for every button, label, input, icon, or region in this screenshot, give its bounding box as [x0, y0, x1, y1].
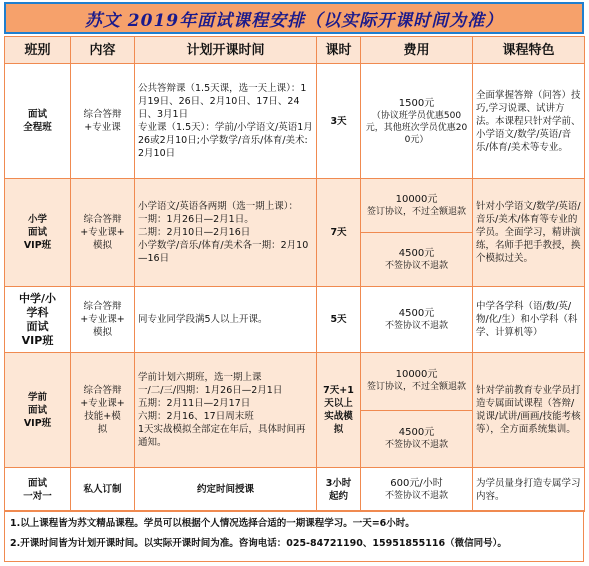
fee-agreement — [361, 179, 472, 232]
hours-cell — [317, 287, 361, 353]
class-name-cell — [5, 64, 71, 179]
fee-note: 签订协议，不过全额退款 — [366, 206, 466, 217]
fee-note: 不签协议不退款 — [384, 260, 448, 271]
class-name: 中学/小 学科 面试 VIP班 — [18, 291, 57, 347]
table-row — [5, 287, 585, 353]
feature-text: 中学各学科（语/数/英/物/化/生）和小学科（科学、计算机等） — [476, 301, 578, 338]
fee-note: 不签协议不退款 — [384, 321, 448, 331]
content-cell — [71, 353, 135, 468]
feature-cell — [473, 287, 585, 353]
fee-cell — [361, 179, 473, 287]
class-name-cell — [5, 287, 71, 353]
hours-text: 3天 — [330, 115, 347, 127]
schedule-text: 约定时间授课 — [196, 484, 254, 495]
note-line: 2.开课时间皆为计划开课时间。以实际开课时间为准。咨询电话：025-84721190、15951855116（微信同号）。 — [10, 538, 507, 549]
feature-cell — [473, 353, 585, 468]
schedule-cell — [135, 287, 317, 353]
class-name: 小学 面试 VIP班 — [23, 214, 52, 251]
table-row — [5, 64, 585, 179]
hours-cell — [317, 64, 361, 179]
fee-standard — [361, 410, 472, 468]
feature-cell — [473, 64, 585, 179]
header-class: 班别 — [5, 37, 71, 64]
hours-cell — [317, 353, 361, 468]
header-hours: 课时 — [317, 37, 361, 64]
content-cell — [71, 64, 135, 179]
fee-cell — [361, 353, 473, 468]
fee-amount: 4500元 — [398, 308, 435, 319]
header-schedule: 计划开课时间 — [135, 37, 317, 64]
hours-cell — [317, 179, 361, 287]
schedule-cell — [135, 353, 317, 468]
table-row — [5, 468, 585, 512]
fee-note: （协议班学员优惠500元，其他班次学员优惠200元） — [365, 110, 468, 145]
fee-amount: 4500元 — [398, 426, 435, 438]
feature-text: 全面掌握答辩（问答）技巧,学习说课、试讲方法。本课程只针对学前、小学语文/数学/英语/音乐/体育/美术等专业。 — [476, 89, 581, 153]
fee-cell — [361, 287, 473, 353]
header-content: 内容 — [71, 37, 135, 64]
class-name: 学前 面试 VIP班 — [23, 391, 52, 429]
content-text: 私人订制 — [83, 484, 122, 495]
hours-cell — [317, 468, 361, 512]
feature-text: 为学员量身打造专属学习内容。 — [476, 477, 581, 502]
feature-text: 针对学前教育专业学员打造专属面试课程（答辩/说课/试讲/画画/技能考核等），全方面系统集训。 — [476, 385, 581, 435]
fee-amount: 10000元 — [395, 369, 438, 381]
content-text: 综合答辩 +专业课+ 模拟 — [80, 214, 125, 251]
notes-footer — [4, 510, 584, 562]
content-text: 综合答辩 +专业课+ 技能+模 拟 — [80, 385, 125, 435]
feature-cell — [473, 468, 585, 512]
fee-cell — [361, 64, 473, 179]
fee-agreement — [361, 353, 472, 410]
header-fee: 费用 — [361, 37, 473, 64]
fee-note: 签订协议，不过全额退款 — [366, 382, 466, 393]
table-row — [5, 179, 585, 287]
schedule-cell — [135, 179, 317, 287]
schedule-cell — [135, 468, 317, 512]
content-text: 综合答辩 +专业课 — [83, 109, 122, 133]
table-row — [5, 353, 585, 468]
class-name-cell — [5, 353, 71, 468]
class-name: 面试 一对一 — [23, 477, 52, 502]
content-text: 综合答辩 +专业课+ 模拟 — [80, 301, 125, 338]
fee-standard — [361, 232, 472, 286]
hours-text: 7天+1 天以上 实战模 拟 — [323, 385, 354, 435]
page-title: 苏文 2019年面试课程安排（以实际开课时间为准） — [84, 10, 504, 31]
fee-note: 不签协议不退款 — [384, 491, 448, 501]
schedule-cell — [135, 64, 317, 179]
fee-amount: 10000元 — [395, 193, 438, 205]
feature-text: 针对小学语文/数学/英语/音乐/美术/体育等专业的学员。全面学习，精讲演练，名师手把手教授，换个模拟过关。 — [476, 201, 581, 264]
hours-text: 7天 — [330, 227, 347, 238]
class-name-cell — [5, 468, 71, 512]
feature-cell — [473, 179, 585, 287]
hours-text: 3小时 起约 — [325, 477, 352, 502]
class-name-cell — [5, 179, 71, 287]
schedule-text: 学前计划六期班，选一期上课 一/二/三/四期：1月26日—2月1日 五期：2月11日—2月17日 六期：2月16、17日周末班 1天实战模拟全部定在年后，具体时间再通知。 — [138, 372, 306, 448]
note-line: 1.以上课程皆为苏文精品课程。学员可以根据个人情况选择合适的一期课程学习。一天=6小时。 — [10, 518, 415, 529]
fee-amount: 600元/小时 — [390, 478, 443, 489]
header-feature: 课程特色 — [473, 37, 585, 64]
content-cell — [71, 287, 135, 353]
course-schedule-table — [4, 36, 585, 512]
content-cell — [71, 179, 135, 287]
fee-cell — [361, 468, 473, 512]
class-name: 面试 全程班 — [23, 109, 52, 133]
table-header-row — [5, 37, 585, 64]
hours-text: 5天 — [330, 314, 347, 325]
schedule-text: 同专业同学段满5人以上开课。 — [138, 314, 268, 325]
schedule-text: 小学语文/英语各两期（选一期上课）： 一期：1月26日—2月1日。 二期：2月10日—2月16日 小学数学/音乐/体育/美术各一期：2月10—16日 — [138, 201, 309, 264]
fee-amount: 4500元 — [398, 247, 435, 259]
fee-split — [361, 179, 472, 286]
fee-note: 不签协议不退款 — [384, 439, 448, 450]
schedule-text: 公共答辩课（1.5天课，选一天上课）：1月19日、26日、2月10日、17日、24日、3月1日 专业课（1.5天）：学前/小学语文/英语1月26或2月10日;小学数学/音乐/体育/美术:2月10日 — [138, 83, 313, 159]
fee-amount: 1500元 — [398, 97, 435, 109]
title-bar — [4, 2, 584, 34]
content-cell — [71, 468, 135, 512]
fee-split — [361, 353, 472, 467]
